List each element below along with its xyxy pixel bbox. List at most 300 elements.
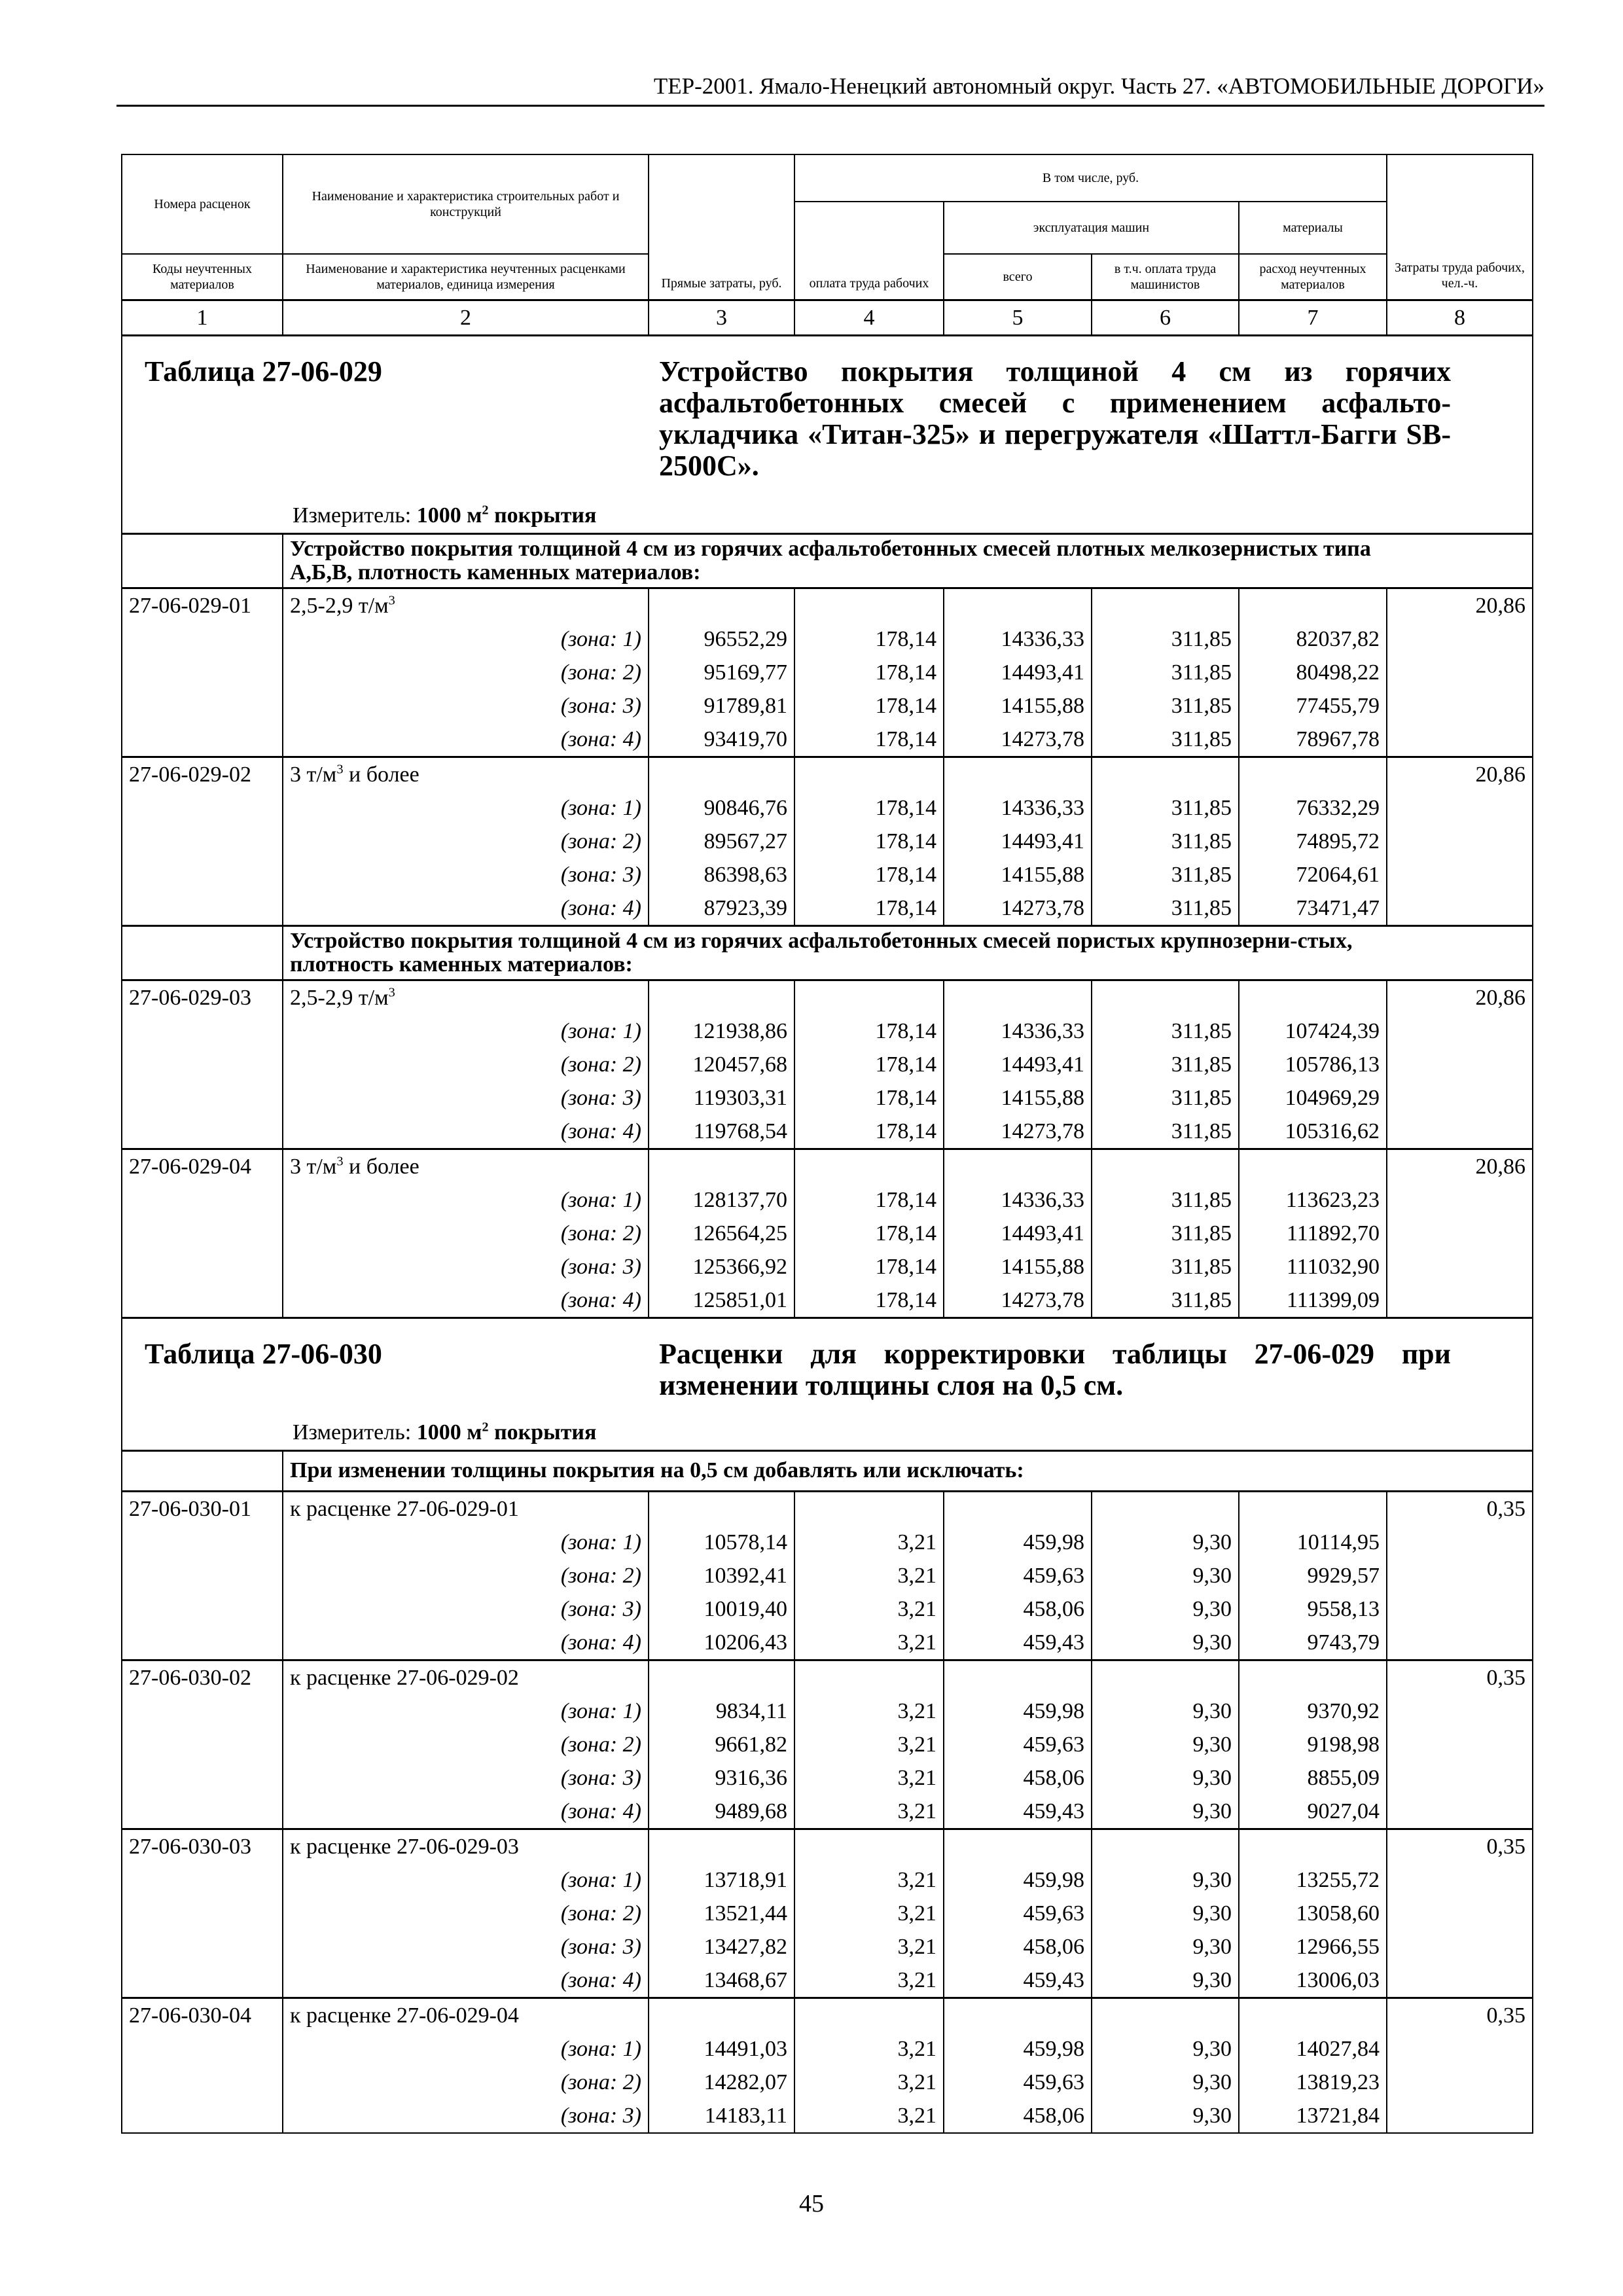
table-title-row <box>122 335 1533 533</box>
group-heading: Устройство покрытия толщиной 4 см из горячих асфальтобетонных смесей плотных мелкозернистых типа А,Б,В, плотность каменных материалов: <box>283 533 1387 588</box>
price-table <box>121 154 1533 2134</box>
cost-value: 113623,23 <box>1239 1183 1387 1217</box>
cost-value: 82037,82 <box>1239 622 1387 656</box>
cost-value: 14155,88 <box>944 1250 1092 1283</box>
group-heading-row <box>122 1450 1533 1491</box>
table-heading: Устройство покрытия толщиной 4 см из горячих асфальтобетонных смесей с применением асфальто-укладчика «Титан-325» и перегружателя «Шаттл-Багги SB-2500С». <box>659 355 1451 482</box>
table-label: Таблица 27-06-030 <box>145 1337 382 1370</box>
cost-value: 3,21 <box>794 1526 944 1559</box>
cost-value: 96552,29 <box>649 622 794 656</box>
zone-row <box>122 1217 1533 1250</box>
cost-value: 126564,25 <box>649 1217 794 1250</box>
column-number: 6 <box>1092 300 1239 335</box>
column-number: 3 <box>649 300 794 335</box>
unit-rest: покрытия <box>488 503 597 528</box>
rate-name-sup: 3 <box>388 985 395 1000</box>
cost-value: 14155,88 <box>944 858 1092 891</box>
cost-value: 9,30 <box>1092 1592 1239 1626</box>
cost-value: 3,21 <box>794 2032 944 2066</box>
cost-value: 72064,61 <box>1239 858 1387 891</box>
cost-value: 10206,43 <box>649 1626 794 1660</box>
cost-value: 9929,57 <box>1239 1559 1387 1592</box>
cost-value: 14183,11 <box>649 2099 794 2133</box>
cost-value: 311,85 <box>1092 723 1239 757</box>
unit-of-measure <box>293 1420 596 1446</box>
column-number: 5 <box>944 300 1092 335</box>
labor-cost: 20,86 <box>1387 1149 1533 1183</box>
cost-value: 13255,72 <box>1239 1863 1387 1897</box>
cost-value: 311,85 <box>1092 1048 1239 1081</box>
cost-value: 74895,72 <box>1239 825 1387 858</box>
cost-value: 178,14 <box>794 1048 944 1081</box>
cost-value: 14493,41 <box>944 825 1092 858</box>
zone-row <box>122 1283 1533 1318</box>
table-row <box>122 980 1533 1014</box>
zone-row <box>122 1526 1533 1559</box>
cost-value: 178,14 <box>794 1250 944 1283</box>
rate-name-sup: 3 <box>388 593 395 608</box>
cost-value: 13006,03 <box>1239 1964 1387 1998</box>
rate-name-text: к расценке 27-06-029-02 <box>290 1665 519 1690</box>
unit-sup: 2 <box>482 503 489 518</box>
zone-label: (зона: 3) <box>283 1250 649 1283</box>
cost-value: 311,85 <box>1092 656 1239 689</box>
rate-name-rest: и более <box>343 762 419 787</box>
rate-name <box>283 757 649 791</box>
cost-value: 105786,13 <box>1239 1048 1387 1081</box>
cost-value: 95169,77 <box>649 656 794 689</box>
cost-value: 3,21 <box>794 2099 944 2133</box>
cost-value: 10019,40 <box>649 1592 794 1626</box>
cost-value: 311,85 <box>1092 1183 1239 1217</box>
cost-value: 178,14 <box>794 891 944 926</box>
zone-label: (зона: 3) <box>283 1761 649 1795</box>
zone-label: (зона: 3) <box>283 858 649 891</box>
column-number: 2 <box>283 300 649 335</box>
cost-value: 311,85 <box>1092 1014 1239 1048</box>
cost-value: 10578,14 <box>649 1526 794 1559</box>
cost-value: 9,30 <box>1092 1761 1239 1795</box>
cost-value: 119768,54 <box>649 1115 794 1149</box>
header-c1b: Коды неучтенных материалов <box>122 254 283 300</box>
zone-row <box>122 891 1533 926</box>
group-heading: Устройство покрытия толщиной 4 см из горячих асфальтобетонных смесей пористых крупнозерни-стых, плотность каменных материалов: <box>283 925 1387 980</box>
cost-value: 14273,78 <box>944 1115 1092 1149</box>
cost-value: 13058,60 <box>1239 1897 1387 1930</box>
cost-value: 9,30 <box>1092 2032 1239 2066</box>
cost-value: 311,85 <box>1092 1217 1239 1250</box>
cost-value: 458,06 <box>944 2099 1092 2133</box>
rate-name-text: 3 т/м <box>290 762 337 787</box>
cost-value: 121938,86 <box>649 1014 794 1048</box>
header-c7: расход неучтенных материалов <box>1239 254 1387 300</box>
table-row <box>122 1491 1533 1526</box>
cost-value: 3,21 <box>794 1559 944 1592</box>
cost-value: 3,21 <box>794 1863 944 1897</box>
cost-value: 104969,29 <box>1239 1081 1387 1115</box>
zone-row <box>122 1183 1533 1217</box>
cost-value: 178,14 <box>794 1081 944 1115</box>
cost-value: 9,30 <box>1092 1526 1239 1559</box>
rate-code: 27-06-030-01 <box>122 1491 283 1526</box>
header-c1a: Номера расценок <box>122 154 283 254</box>
cost-value: 13819,23 <box>1239 2066 1387 2099</box>
unit-value-text: 1000 м <box>416 1420 482 1444</box>
cost-value: 9,30 <box>1092 1795 1239 1829</box>
header-c8: Затраты труда рабочих, чел.-ч. <box>1387 154 1533 300</box>
cost-value: 9198,98 <box>1239 1728 1387 1761</box>
cost-value: 9661,82 <box>649 1728 794 1761</box>
zone-label: (зона: 4) <box>283 1115 649 1149</box>
rate-name-text: 3 т/м <box>290 1154 337 1179</box>
table-row <box>122 757 1533 791</box>
cost-value: 119303,31 <box>649 1081 794 1115</box>
zone-row <box>122 1048 1533 1081</box>
cost-value: 111399,09 <box>1239 1283 1387 1318</box>
cost-value: 9743,79 <box>1239 1626 1387 1660</box>
rate-name <box>283 588 649 622</box>
zone-label: (зона: 1) <box>283 1014 649 1048</box>
zone-row <box>122 1863 1533 1897</box>
zone-row <box>122 1795 1533 1829</box>
zone-row <box>122 1014 1533 1048</box>
zone-row <box>122 1115 1533 1149</box>
cost-value: 178,14 <box>794 791 944 825</box>
header-c2a: Наименование и характеристика строительных работ и конструкций <box>283 154 649 254</box>
zone-label: (зона: 1) <box>283 1183 649 1217</box>
header-machines: эксплуатация машин <box>944 202 1239 254</box>
cost-value: 9,30 <box>1092 1930 1239 1964</box>
table-heading: Расценки для корректировки таблицы 27-06-029 при изменении толщины слоя на 0,5 см. <box>659 1337 1451 1401</box>
cost-value: 111032,90 <box>1239 1250 1387 1283</box>
cost-value: 459,98 <box>944 2032 1092 2066</box>
cost-value: 120457,68 <box>649 1048 794 1081</box>
cost-value: 178,14 <box>794 1283 944 1318</box>
rate-name-sup: 3 <box>336 762 344 777</box>
cost-value: 178,14 <box>794 689 944 723</box>
cost-value: 9316,36 <box>649 1761 794 1795</box>
unit-value <box>417 1420 597 1444</box>
zone-row <box>122 1695 1533 1728</box>
zone-label: (зона: 2) <box>283 1048 649 1081</box>
cost-value: 10114,95 <box>1239 1526 1387 1559</box>
zone-label: (зона: 1) <box>283 2032 649 2066</box>
cost-value: 459,43 <box>944 1964 1092 1998</box>
cost-value: 459,43 <box>944 1795 1092 1829</box>
page-number: 45 <box>799 2190 824 2217</box>
zone-label: (зона: 1) <box>283 622 649 656</box>
zone-label: (зона: 4) <box>283 891 649 926</box>
group-heading-row <box>122 925 1533 980</box>
cost-value: 178,14 <box>794 622 944 656</box>
cost-value: 14493,41 <box>944 656 1092 689</box>
cost-value: 311,85 <box>1092 1081 1239 1115</box>
zone-row <box>122 2066 1533 2099</box>
cost-value: 91789,81 <box>649 689 794 723</box>
zone-label: (зона: 3) <box>283 1930 649 1964</box>
cost-value: 14282,07 <box>649 2066 794 2099</box>
table-row <box>122 1149 1533 1183</box>
cost-value: 90846,76 <box>649 791 794 825</box>
rate-name <box>283 980 649 1014</box>
cost-value: 14336,33 <box>944 1183 1092 1217</box>
cost-value: 178,14 <box>794 858 944 891</box>
cost-value: 178,14 <box>794 1115 944 1149</box>
zone-row <box>122 622 1533 656</box>
unit-value-text: 1000 м <box>416 503 482 528</box>
rate-name-text: к расценке 27-06-029-04 <box>290 2003 519 2028</box>
zone-label: (зона: 1) <box>283 791 649 825</box>
rate-name <box>283 1660 649 1695</box>
header-materials: материалы <box>1239 202 1387 254</box>
zone-label: (зона: 2) <box>283 656 649 689</box>
running-header: ТЕР-2001. Ямало-Ненецкий автономный округ. Часть 27. «АВТОМОБИЛЬНЫЕ ДОРОГИ» <box>116 73 1544 107</box>
cost-value: 13468,67 <box>649 1964 794 1998</box>
zone-label: (зона: 3) <box>283 1592 649 1626</box>
rate-code: 27-06-029-04 <box>122 1149 283 1183</box>
cost-value: 86398,63 <box>649 858 794 891</box>
cost-value: 459,63 <box>944 1897 1092 1930</box>
rate-code: 27-06-030-03 <box>122 1829 283 1863</box>
zone-label: (зона: 4) <box>283 1795 649 1829</box>
cost-value: 9,30 <box>1092 1728 1239 1761</box>
cost-value: 125366,92 <box>649 1250 794 1283</box>
cost-value: 178,14 <box>794 1217 944 1250</box>
cost-value: 80498,22 <box>1239 656 1387 689</box>
rate-code: 27-06-030-04 <box>122 1998 283 2032</box>
zone-row <box>122 1592 1533 1626</box>
cost-value: 9489,68 <box>649 1795 794 1829</box>
column-number: 1 <box>122 300 283 335</box>
cost-value: 178,14 <box>794 656 944 689</box>
cost-value: 128137,70 <box>649 1183 794 1217</box>
cost-value: 3,21 <box>794 2066 944 2099</box>
table-row <box>122 1829 1533 1863</box>
zone-label: (зона: 4) <box>283 1964 649 1998</box>
cost-value: 105316,62 <box>1239 1115 1387 1149</box>
unit-sup: 2 <box>482 1420 489 1435</box>
labor-cost: 0,35 <box>1387 1660 1533 1695</box>
header-included: В том числе, руб. <box>794 154 1387 202</box>
zone-row <box>122 858 1533 891</box>
rate-code: 27-06-030-02 <box>122 1660 283 1695</box>
zone-row <box>122 1559 1533 1592</box>
zone-row <box>122 825 1533 858</box>
unit-value <box>417 503 597 528</box>
zone-row <box>122 1964 1533 1998</box>
cost-value: 14493,41 <box>944 1217 1092 1250</box>
rate-code: 27-06-029-01 <box>122 588 283 622</box>
cost-value: 14273,78 <box>944 723 1092 757</box>
header-c2b: Наименование и характеристика неучтенных расценками материалов, единица измерения <box>283 254 649 300</box>
labor-cost: 20,86 <box>1387 588 1533 622</box>
zone-row <box>122 723 1533 757</box>
zone-row <box>122 1626 1533 1660</box>
cost-value: 178,14 <box>794 825 944 858</box>
cost-value: 9027,04 <box>1239 1795 1387 1829</box>
cost-value: 12966,55 <box>1239 1930 1387 1964</box>
zone-row <box>122 656 1533 689</box>
zone-label: (зона: 2) <box>283 825 649 858</box>
cost-value: 78967,78 <box>1239 723 1387 757</box>
zone-label: (зона: 4) <box>283 723 649 757</box>
cost-value: 178,14 <box>794 723 944 757</box>
cost-value: 14493,41 <box>944 1048 1092 1081</box>
zone-label: (зона: 3) <box>283 689 649 723</box>
cost-value: 107424,39 <box>1239 1014 1387 1048</box>
zone-label: (зона: 1) <box>283 1695 649 1728</box>
zone-row <box>122 1728 1533 1761</box>
zone-label: (зона: 2) <box>283 1897 649 1930</box>
cost-value: 311,85 <box>1092 1250 1239 1283</box>
zone-label: (зона: 1) <box>283 1863 649 1897</box>
zone-row <box>122 2032 1533 2066</box>
cost-value: 111892,70 <box>1239 1217 1387 1250</box>
rate-name-rest: и более <box>343 1154 419 1179</box>
header-c4: оплата труда рабочих <box>794 202 944 300</box>
labor-cost: 20,86 <box>1387 980 1533 1014</box>
zone-row <box>122 1081 1533 1115</box>
cost-value: 178,14 <box>794 1183 944 1217</box>
cost-value: 9,30 <box>1092 2066 1239 2099</box>
cost-value: 9834,11 <box>649 1695 794 1728</box>
cost-value: 311,85 <box>1092 1115 1239 1149</box>
header-c6: в т.ч. оплата труда машинистов <box>1092 254 1239 300</box>
group-heading-row <box>122 533 1533 588</box>
cost-value: 14155,88 <box>944 1081 1092 1115</box>
zone-label: (зона: 3) <box>283 1081 649 1115</box>
zone-label: (зона: 4) <box>283 1626 649 1660</box>
cost-value: 458,06 <box>944 1930 1092 1964</box>
cost-value: 9,30 <box>1092 1695 1239 1728</box>
table-row <box>122 588 1533 622</box>
cost-value: 14491,03 <box>649 2032 794 2066</box>
column-numbers-row <box>122 300 1533 335</box>
unit-label: Измеритель: <box>293 1420 412 1444</box>
cost-value: 14336,33 <box>944 622 1092 656</box>
cost-value: 13521,44 <box>649 1897 794 1930</box>
rate-name <box>283 1998 649 2032</box>
cost-value: 3,21 <box>794 1592 944 1626</box>
cost-value: 3,21 <box>794 1897 944 1930</box>
cost-value: 311,85 <box>1092 858 1239 891</box>
zone-label: (зона: 2) <box>283 1217 649 1250</box>
zone-row <box>122 689 1533 723</box>
cost-value: 3,21 <box>794 1930 944 1964</box>
header-c5: всего <box>944 254 1092 300</box>
column-number: 8 <box>1387 300 1533 335</box>
zone-label: (зона: 2) <box>283 1559 649 1592</box>
column-number: 4 <box>794 300 944 335</box>
cost-value: 14336,33 <box>944 1014 1092 1048</box>
header-c3: Прямые затраты, руб. <box>649 154 794 300</box>
cost-value: 14027,84 <box>1239 2032 1387 2066</box>
cost-value: 76332,29 <box>1239 791 1387 825</box>
cost-value: 311,85 <box>1092 1283 1239 1318</box>
cost-value: 8855,09 <box>1239 1761 1387 1795</box>
zone-row <box>122 2099 1533 2133</box>
cost-value: 459,98 <box>944 1695 1092 1728</box>
rate-code: 27-06-029-02 <box>122 757 283 791</box>
column-number: 7 <box>1239 300 1387 335</box>
labor-cost: 0,35 <box>1387 1491 1533 1526</box>
zone-label: (зона: 3) <box>283 2099 649 2133</box>
unit-label: Измеритель: <box>293 503 412 528</box>
cost-value: 459,98 <box>944 1526 1092 1559</box>
cost-value: 87923,39 <box>649 891 794 926</box>
cost-value: 3,21 <box>794 1626 944 1660</box>
rate-name <box>283 1149 649 1183</box>
cost-value: 3,21 <box>794 1795 944 1829</box>
cost-value: 9,30 <box>1092 1964 1239 1998</box>
table-row <box>122 1660 1533 1695</box>
cost-value: 3,21 <box>794 1761 944 1795</box>
group-heading: При изменении толщины покрытия на 0,5 см добавлять или исключать: <box>283 1450 1387 1491</box>
cost-value: 13721,84 <box>1239 2099 1387 2133</box>
rate-name-text: к расценке 27-06-029-01 <box>290 1496 519 1521</box>
cost-value: 459,43 <box>944 1626 1092 1660</box>
cost-value: 14336,33 <box>944 791 1092 825</box>
cost-value: 13718,91 <box>649 1863 794 1897</box>
zone-label: (зона: 2) <box>283 1728 649 1761</box>
rate-name <box>283 1829 649 1863</box>
cost-value: 459,63 <box>944 1559 1092 1592</box>
rate-name-sup: 3 <box>336 1154 344 1169</box>
zone-row <box>122 1897 1533 1930</box>
cost-value: 9,30 <box>1092 1897 1239 1930</box>
cost-value: 10392,41 <box>649 1559 794 1592</box>
cost-value: 9,30 <box>1092 1626 1239 1660</box>
cost-value: 73471,47 <box>1239 891 1387 926</box>
table-row <box>122 1998 1533 2032</box>
rate-name-text: к расценке 27-06-029-03 <box>290 1834 519 1859</box>
zone-row <box>122 1761 1533 1795</box>
cost-value: 14273,78 <box>944 891 1092 926</box>
cost-value: 3,21 <box>794 1964 944 1998</box>
cost-value: 458,06 <box>944 1761 1092 1795</box>
labor-cost: 0,35 <box>1387 1998 1533 2032</box>
table-title-row <box>122 1318 1533 1450</box>
rate-name <box>283 1491 649 1526</box>
zone-row <box>122 791 1533 825</box>
unit-of-measure <box>293 503 596 529</box>
cost-value: 9,30 <box>1092 2099 1239 2133</box>
zone-label: (зона: 2) <box>283 2066 649 2099</box>
cost-value: 14273,78 <box>944 1283 1092 1318</box>
cost-value: 458,06 <box>944 1592 1092 1626</box>
table-label: Таблица 27-06-029 <box>145 355 382 387</box>
cost-value: 311,85 <box>1092 825 1239 858</box>
cost-value: 89567,27 <box>649 825 794 858</box>
cost-value: 459,98 <box>944 1863 1092 1897</box>
cost-value: 311,85 <box>1092 622 1239 656</box>
cost-value: 13427,82 <box>649 1930 794 1964</box>
zone-row <box>122 1250 1533 1283</box>
rate-code: 27-06-029-03 <box>122 980 283 1014</box>
cost-value: 459,63 <box>944 2066 1092 2099</box>
cost-value: 9370,92 <box>1239 1695 1387 1728</box>
zone-label: (зона: 1) <box>283 1526 649 1559</box>
cost-value: 93419,70 <box>649 723 794 757</box>
cost-value: 9,30 <box>1092 1863 1239 1897</box>
rate-name-text: 2,5-2,9 т/м <box>290 985 389 1010</box>
cost-value: 3,21 <box>794 1728 944 1761</box>
cost-value: 77455,79 <box>1239 689 1387 723</box>
cost-value: 459,63 <box>944 1728 1092 1761</box>
rate-name-text: 2,5-2,9 т/м <box>290 593 389 618</box>
cost-value: 3,21 <box>794 1695 944 1728</box>
cost-value: 9,30 <box>1092 1559 1239 1592</box>
